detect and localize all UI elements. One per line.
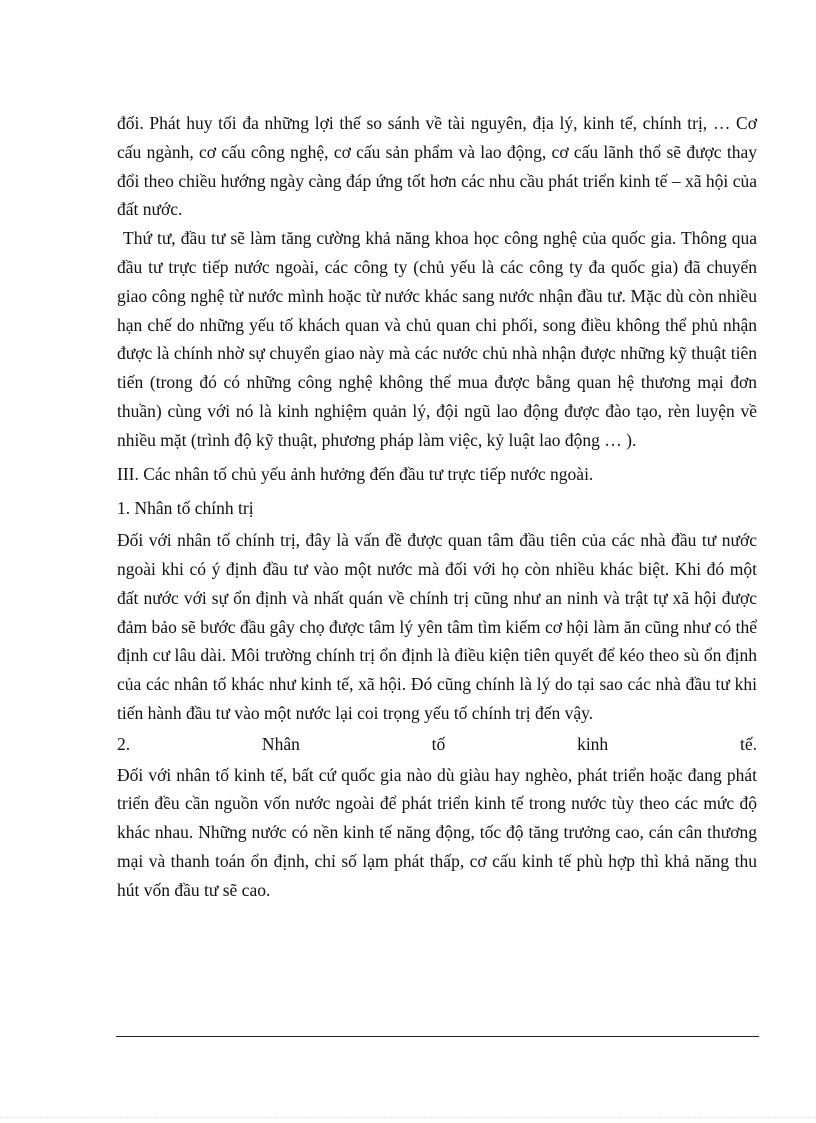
paragraph-political-factor: Đối với nhân tố chính trị, đây là vấn đề được quan tâm đầu tiên của các nhà đầu tư nước ngoài khi có ý định đầu tư vào một nước mà đối với họ còn nhiều khác biệt. Khi đó một đất nước với sự ổn định và nhất quán về chính trị cũng như an ninh và trật tự xã hội được đảm bảo sẽ bước đầu gây chọ được tâm lý yên tâm tìm kiếm cơ hội làm ăn cũng như có thể định cư lâu dài. Môi trường chính trị ổn định là điều kiện tiên quyết để kéo theo sù ổn định của các nhân tố khác như kinh tế, xã hội. Đó cũng chính là lý do tại sao các nhà đầu tư khi tiến hành đầu tư vào một nước lại coi trọng yếu tố chính trị đến vậy. [117, 530, 757, 723]
page-bottom-edge [0, 1117, 816, 1118]
subheading-economic-factor: 2. Nhân tố kinh tế. [117, 733, 757, 754]
subheading-political-factor: 1. Nhân tố chính trị [117, 498, 254, 519]
paragraph-economic-factor: Đối với nhân tố kinh tế, bất cứ quốc gia nào dù giàu hay nghèo, phát triển hoặc đang phát triển đều cần nguồn vốn nước ngoài để phát triển kinh tế trong nước tùy theo các mức độ khác nhau. Những nước có nền kinh tế năng động, tốc độ tăng trưởng cao, cán cân thương mại và thanh toán ổn định, chỉ số lạm phát thấp, cơ cấu kinh tế phù hợp thì khả năng thu hút vốn đầu tư sẽ cao. [117, 764, 757, 900]
paragraph-continuation: đối. Phát huy tối đa những lợi thế so sánh về tài nguyên, địa lý, kinh tế, chính trị, … Cơ cấu ngành, cơ cấu công nghệ, cơ cấu sản phẩm và lao động, cơ cấu lãnh thổ sẽ được thay đổi theo chiều hướng ngày càng đáp ứng tốt hơn các nhu cầu phát triển kinh tế – xã hội của đất nước. [117, 113, 757, 220]
paragraph-technology-transfer: Thứ tư, đầu tư sẽ làm tăng cường khả năng khoa học công nghệ của quốc gia. Thông qua đầu tư trực tiếp nước ngoài, các công ty (chủ yếu là các công ty đa quốc gia) đã chuyển giao công nghệ từ nước mình hoặc từ nước khác sang nước nhận đầu tư. Mặc dù còn nhiều hạn chế do những yếu tố khách quan và chủ quan chi phối, song điều không thể phủ nhận được là chính nhờ sự chuyển giao này mà các nước chủ nhà nhận được những kỹ thuật tiên tiến (trong đó có những công nghệ không thể mua được bằng quan hệ thương mại đơn thuần) cùng với nó là kinh nghiệm quản lý, đội ngũ lao động được đào tạo, rèn luyện về nhiều mặt (trình độ kỹ thuật, phương pháp làm việc, kỷ luật lao động … ). [117, 228, 757, 450]
footer-divider [116, 1036, 759, 1037]
document-body [117, 109, 757, 905]
section-heading-iii: III. Các nhân tố chủ yếu ảnh hưởng đến đầu tư trực tiếp nước ngoài. [117, 463, 594, 484]
